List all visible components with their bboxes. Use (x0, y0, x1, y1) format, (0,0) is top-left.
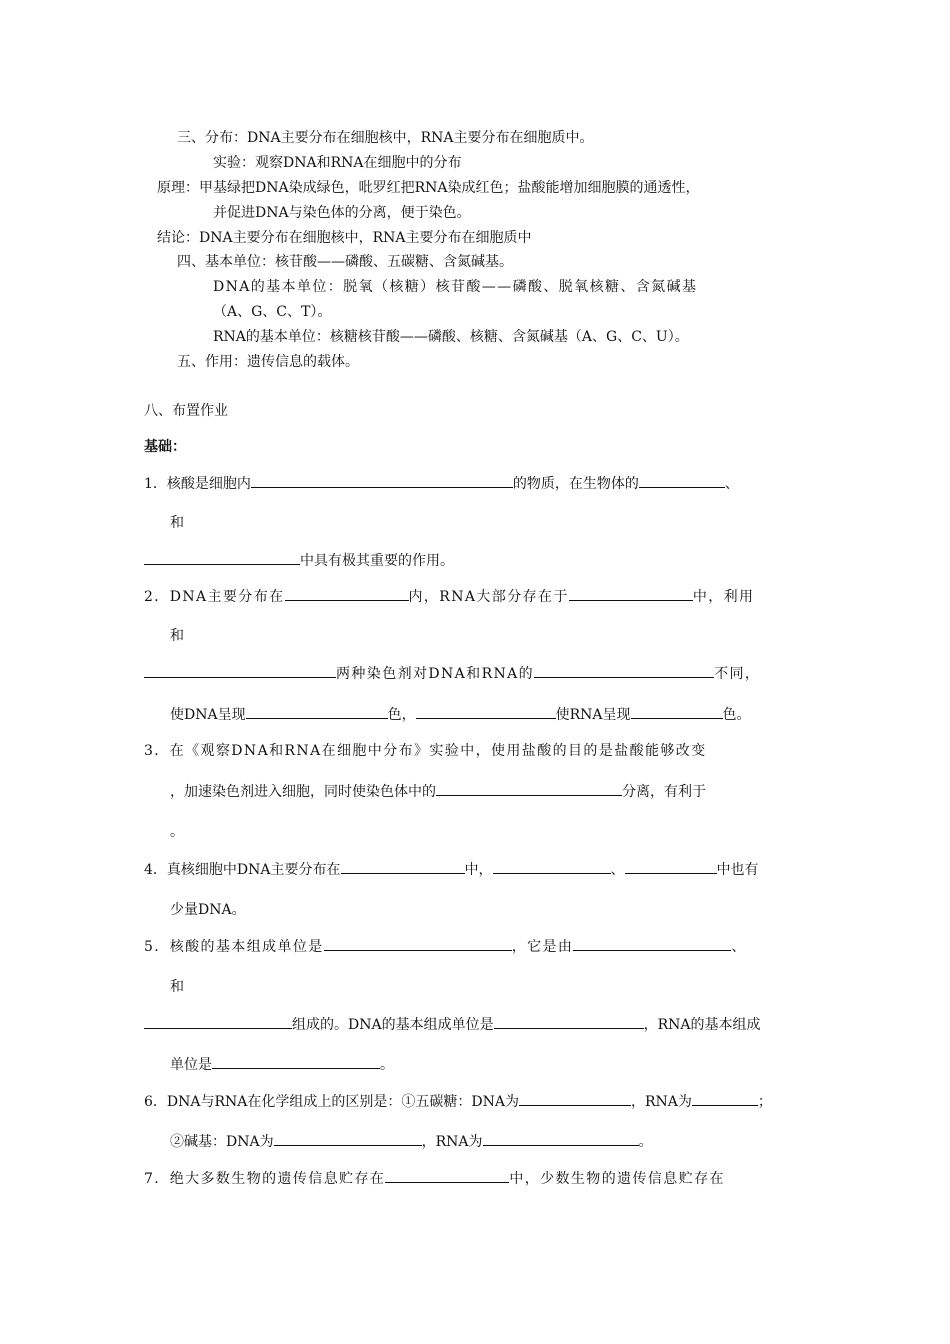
q2-blank-6[interactable] (416, 704, 556, 719)
q2-text-g: 使DNA呈现 (170, 707, 246, 723)
q2-text-d: 和 (170, 628, 184, 644)
q6-blank-2[interactable] (692, 1091, 758, 1106)
q6-text-b: ，RNA为 (630, 1094, 692, 1110)
q3-text-a: 3．在《观察DNA和RNA在细胞中分布》实验中，使用盐酸的目的是盐酸能够改变 (144, 743, 707, 759)
q3-text-c: 分离，有利于 (622, 784, 706, 800)
q1-blank-2[interactable] (639, 473, 725, 488)
q3-blank-1[interactable] (436, 781, 622, 796)
summary-principle-line1: 原理：甲基绿把DNA染成绿色，吡罗红把RNA染成红色；盐酸能增加细胞膜的通透性， (157, 180, 700, 196)
q1-text-a: 1．核酸是细胞内 (144, 476, 251, 492)
q5-text-h: 。 (380, 1057, 394, 1073)
q5-text-b: ，它是由 (511, 939, 574, 955)
q2-blank-2[interactable] (569, 586, 693, 601)
q6-text-c: ； (757, 1094, 772, 1110)
q1-text-e: 中具有极其重要的作用。 (300, 553, 454, 569)
q5-text-e: 组成的。DNA的基本组成单位是 (292, 1017, 494, 1033)
q4-blank-1[interactable] (341, 859, 465, 874)
q2-text-i: 使RNA呈现 (555, 707, 631, 723)
q6-blank-1[interactable] (519, 1091, 631, 1106)
q6-blank-3[interactable] (274, 1131, 422, 1146)
q2-text-j: 色。 (722, 707, 751, 723)
q4-text-b: 中， (464, 862, 493, 878)
question-5-line3 (144, 1014, 761, 1035)
question-2-line3 (144, 663, 760, 684)
q5-blank-1[interactable] (324, 936, 512, 951)
q7-blank-1[interactable] (385, 1168, 509, 1183)
q3-text-d: 。 (170, 824, 184, 840)
question-7-line1 (144, 1168, 725, 1189)
q2-text-b: 内，RNA大部分存在于 (408, 589, 569, 605)
q6-text-f: 。 (638, 1134, 653, 1150)
q1-text-b: 的物质，在生物体的 (512, 476, 639, 492)
q4-text-e: 少量DNA。 (170, 902, 246, 918)
q2-blank-3[interactable] (144, 663, 336, 678)
summary-function: 五、作用：遗传信息的载体。 (177, 354, 359, 370)
q2-blank-4[interactable] (534, 663, 714, 678)
q4-text-a: 4．真核细胞中DNA主要分布在 (144, 862, 341, 878)
q5-blank-4[interactable] (494, 1014, 644, 1029)
q5-text-f: ，RNA的基本组成 (643, 1017, 761, 1033)
question-4-line1 (144, 859, 759, 880)
q6-blank-4[interactable] (483, 1131, 639, 1146)
q2-text-f: 不同， (714, 666, 761, 682)
homework-heading: 八、布置作业 (144, 403, 228, 419)
question-6-line2 (170, 1131, 653, 1152)
q5-text-d: 和 (170, 979, 184, 995)
q4-text-c: 、 (610, 862, 625, 878)
summary-rna-unit: RNA的基本单位：核糖核苷酸——磷酸、核糖、含氮碱基（A、G、C、U）。 (213, 329, 689, 345)
question-2-line4 (170, 704, 751, 725)
question-2-line1 (144, 586, 754, 607)
q2-blank-5[interactable] (246, 704, 388, 719)
q6-text-e: ，RNA为 (421, 1134, 483, 1150)
summary-experiment: 实验：观察DNA和RNA在细胞中的分布 (213, 155, 462, 171)
summary-basic-unit: 四、基本单位：核苷酸——磷酸、五碳糖、含氮碱基。 (177, 254, 513, 270)
question-5-line4 (170, 1054, 394, 1075)
q7-text-b: 中，少数生物的遗传信息贮存在 (509, 1171, 725, 1187)
q2-text-a: 2．DNA主要分布在 (144, 589, 285, 605)
q1-text-c: 、 (724, 476, 739, 492)
q1-text-d: 和 (170, 515, 184, 531)
q5-text-a: 5．核酸的基本组成单位是 (144, 939, 324, 955)
q4-blank-3[interactable] (625, 859, 717, 874)
q2-text-e: 两种染色剂对DNA和RNA的 (336, 666, 535, 682)
q2-text-h: 色， (387, 707, 416, 723)
q1-blank-3[interactable] (144, 550, 300, 565)
summary-conclusion: 结论：DNA主要分布在细胞核中，RNA主要分布在细胞质中 (157, 230, 532, 246)
question-1-line1 (144, 473, 739, 494)
summary-principle-line2: 并促进DNA与染色体的分离，便于染色。 (213, 205, 471, 221)
q5-blank-3[interactable] (144, 1014, 292, 1029)
q2-blank-1[interactable] (285, 586, 409, 601)
q5-text-g: 单位是 (170, 1057, 212, 1073)
summary-distribution: 三、分布：DNA主要分布在细胞核中，RNA主要分布在细胞质中。 (177, 130, 594, 146)
q5-blank-2[interactable] (573, 936, 731, 951)
q5-text-c: 、 (731, 939, 747, 955)
q5-blank-5[interactable] (212, 1054, 380, 1069)
q4-text-d: 中也有 (716, 862, 759, 878)
question-6-line1 (144, 1091, 772, 1112)
question-5-line1 (144, 936, 747, 957)
q4-blank-2[interactable] (493, 859, 611, 874)
q6-text-a: 6．DNA与RNA在化学组成上的区别是：①五碳糖：DNA为 (144, 1094, 519, 1110)
q1-blank-1[interactable] (251, 473, 513, 488)
q2-blank-7[interactable] (631, 704, 723, 719)
question-1-line3 (144, 550, 454, 571)
q7-text-a: 7．绝大多数生物的遗传信息贮存在 (144, 1171, 386, 1187)
question-3-line2 (170, 781, 706, 802)
summary-dna-unit-line1: DNA的基本单位：脱氧（核糖）核苷酸——磷酸、脱氧核糖、含氮碱基 (213, 279, 698, 295)
homework-basic-label: 基础： (144, 439, 186, 455)
q2-text-c: 中，利用 (692, 589, 755, 605)
q6-text-d: ②碱基：DNA为 (170, 1134, 274, 1150)
q3-text-b: ，加速染色剂进入细胞，同时使染色体中的 (170, 784, 436, 800)
summary-dna-unit-line2: （A、G、C、T）。 (213, 304, 332, 320)
